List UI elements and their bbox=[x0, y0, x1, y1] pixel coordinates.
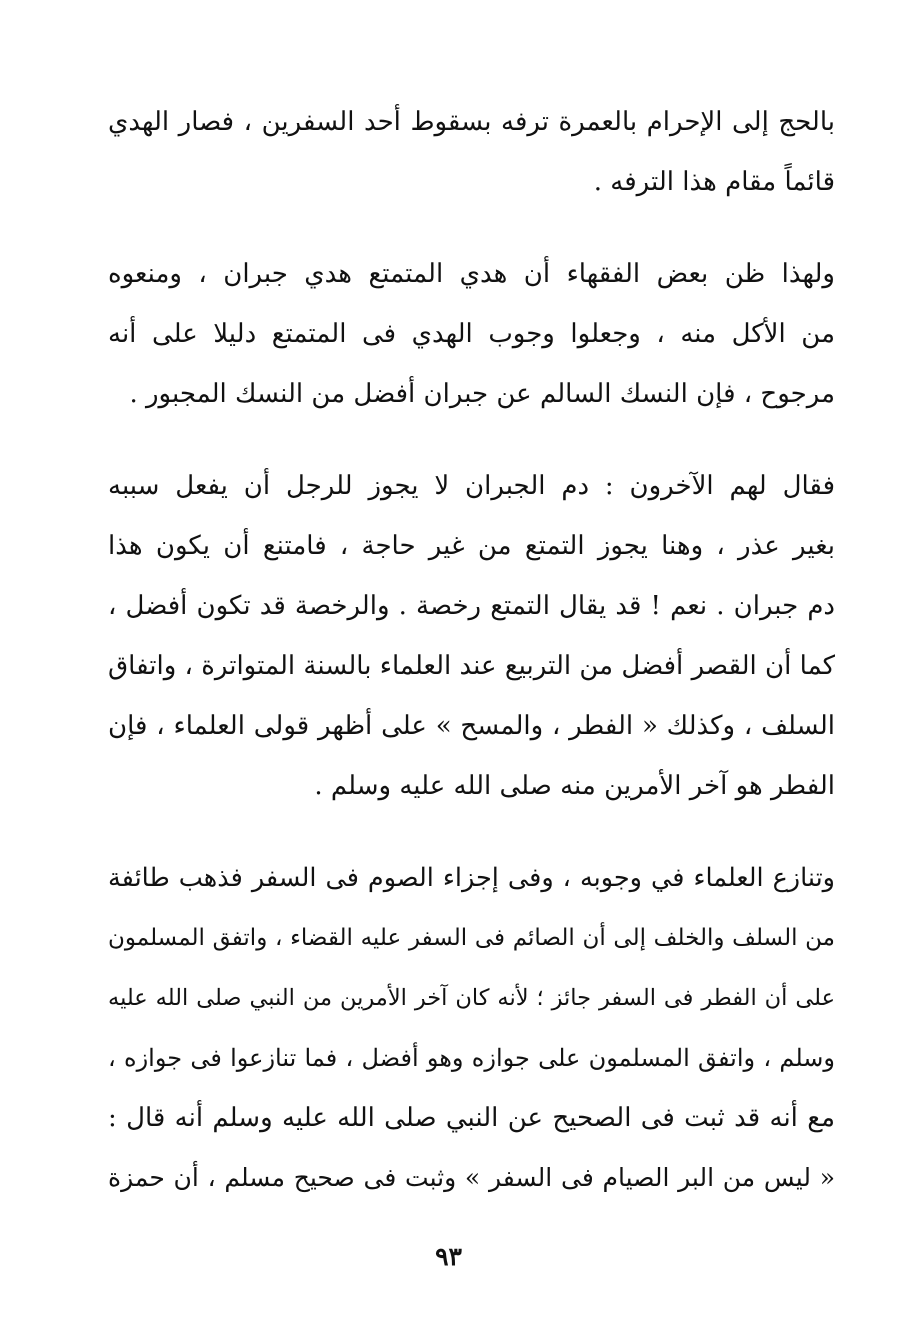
text-line: « ليس من البر الصيام فى السفر » وثبت فى صحيح مسلم ، أن حمزة bbox=[108, 1163, 835, 1192]
text-line: من السلف والخلف إلى أن الصائم فى السفر عليه القضاء ، واتفق المسلمون bbox=[108, 925, 835, 951]
text-line: مرجوح ، فإن النسك السالم عن جبران أفضل من النسك المجبور . bbox=[129, 379, 835, 409]
text-line: السلف ، وكذلك « الفطر ، والمسح » على أظهر قولى العلماء ، فإن bbox=[108, 711, 835, 741]
paragraph-2 bbox=[108, 244, 835, 424]
paragraph-4 bbox=[108, 848, 835, 1208]
text-line: ولهذا ظن بعض الفقهاء أن هدي المتمتع هدي جبران ، ومنعوه bbox=[108, 259, 835, 289]
body-text bbox=[108, 92, 835, 1208]
text-line: كما أن القصر أفضل من التربيع عند العلماء بالسنة المتواترة ، واتفاق bbox=[108, 651, 835, 681]
text-line: على أن الفطر فى السفر جائز ؛ لأنه كان آخر الأمرين من النبي صلى الله عليه bbox=[108, 985, 835, 1011]
text-line: من الأكل منه ، وجعلوا وجوب الهدي فى المتمتع دليلا على أنه bbox=[108, 319, 835, 349]
text-line: وتنازع العلماء في وجوبه ، وفى إجزاء الصوم فى السفر فذهب طائفة bbox=[108, 863, 835, 893]
text-line: قائماً مقام هذا الترفه . bbox=[593, 167, 835, 197]
text-line: الفطر هو آخر الأمرين منه صلى الله عليه وسلم . bbox=[314, 771, 835, 801]
page-number: ٩٣ bbox=[435, 1242, 462, 1271]
text-line: بغير عذر ، وهنا يجوز التمتع من غير حاجة ، فامتنع أن يكون هذا bbox=[108, 531, 835, 561]
text-line: فقال لهم الآخرون : دم الجبران لا يجوز للرجل أن يفعل سببه bbox=[108, 471, 835, 501]
paragraph-1 bbox=[108, 92, 835, 212]
text-line: دم جبران . نعم ! قد يقال التمتع رخصة . والرخصة قد تكون أفضل ، bbox=[108, 591, 835, 621]
text-line: بالحج إلى الإحرام بالعمرة ترفه بسقوط أحد السفرين ، فصار الهدي bbox=[108, 107, 835, 137]
paragraph-3 bbox=[108, 456, 835, 816]
text-line: وسلم ، واتفق المسلمون على جوازه وهو أفضل ، فما تنازعوا فى جوازه ، bbox=[108, 1044, 835, 1072]
text-line: مع أنه قد ثبت فى الصحيح عن النبي صلى الله عليه وسلم أنه قال : bbox=[108, 1103, 835, 1133]
